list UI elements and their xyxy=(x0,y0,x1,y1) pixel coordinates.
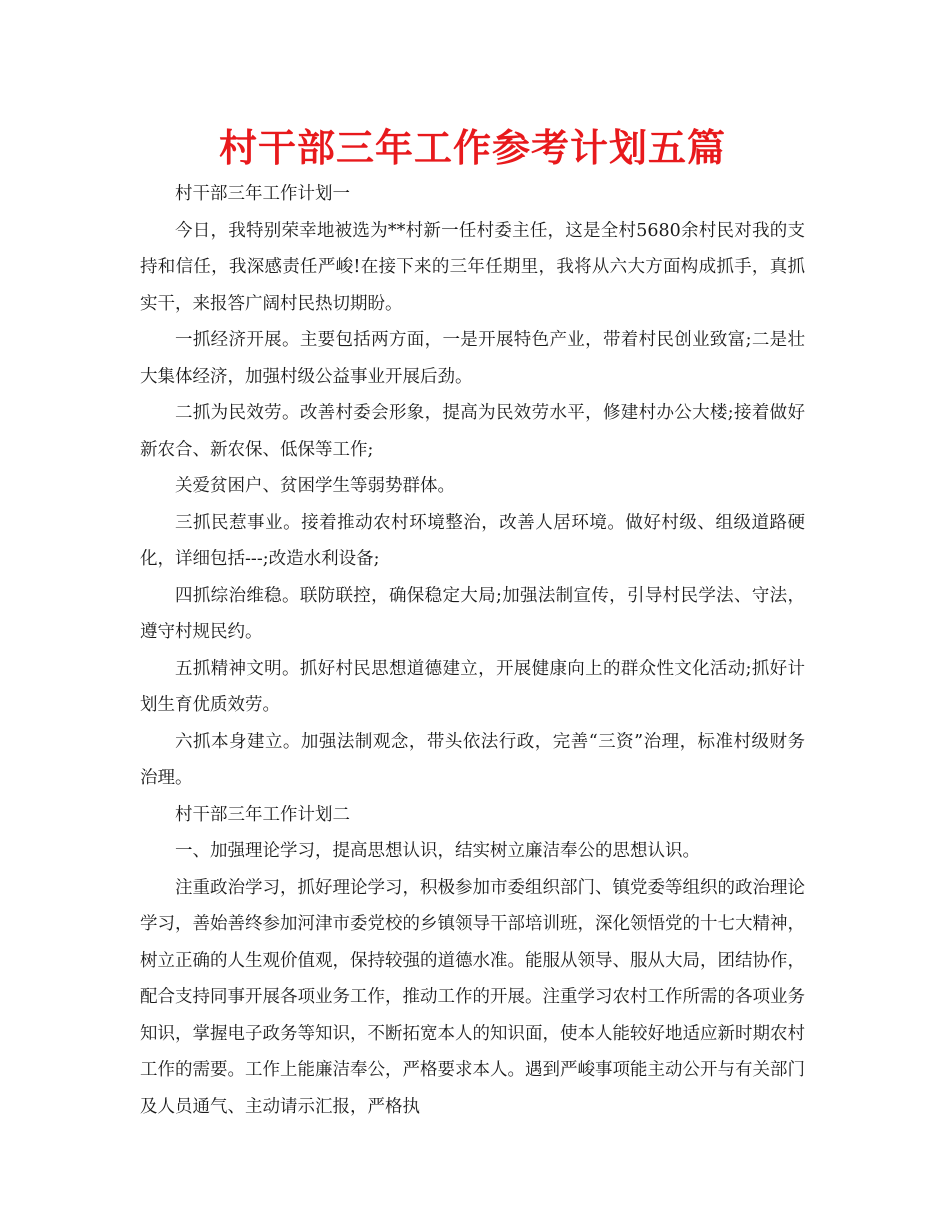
document-body xyxy=(140,176,805,1125)
paragraph-stability: 四抓综治维稳。联防联控，确保稳定大局;加强法制宣传，引导村民学法、守法，遵守村规民约。 xyxy=(140,585,805,642)
paragraph-theory-study: 一、加强理论学习，提高思想认识，结实树立廉洁奉公的思想认识。 xyxy=(175,841,700,861)
section-heading-plan-1: 村干部三年工作计划一 xyxy=(175,184,350,204)
paragraph-livelihood: 三抓民惹事业。接着推动农村环境整治，改善人居环境。做好村级、组级道路硬化，详细包括---;改造水利设备; xyxy=(140,512,805,569)
paragraph-self-building: 六抓本身建立。加强法制观念，带头依法行政，完善“三资”治理，标准村级财务治理。 xyxy=(140,731,805,788)
paragraph-civilization: 五抓精神文明。抓好村民思想道德建立，开展健康向上的群众性文化活动;抓好计划生育优质效劳。 xyxy=(140,658,805,715)
paragraph-political-study: 注重政治学习，抓好理论学习，积极参加市委组织部门、镇党委等组织的政治理论学习，善始善终参加河津市委党校的乡镇领导干部培训班，深化领悟党的十七大精神，树立正确的人生观价值观，保持较强的道德水准。能服从领导、服从大局，团结协作，配合支持同事开展各项业务工作，推动工作的开展。注重学习农村工作所需的各项业务知识，掌握电子政务等知识，不断拓宽本人的知识面，使本人能较好地适应新时期农村工作的需要。工作上能廉洁奉公，严格要求本人。遇到严峻事项能主动公开与有关部门及人员通气、主动请示汇报，严格执 xyxy=(140,877,805,1117)
paragraph-vulnerable-groups: 关爱贫困户、贫困学生等弱势群体。 xyxy=(175,476,455,496)
paragraph-service: 二抓为民效劳。改善村委会形象，提高为民效劳水平，修建村办公大楼;接着做好新农合、新农保、低保等工作; xyxy=(140,403,805,460)
paragraph-intro: 今日，我特别荣幸地被选为**村新一任村委主任，这是全村5680余村民对我的支持和信任，我深感责任严峻!在接下来的三年任期里，我将从六大方面构成抓手，真抓实干，来报答广阔村民热切期盼。 xyxy=(140,220,805,314)
document-page xyxy=(140,122,805,1125)
document-title: 村干部三年工作参考计划五篇 xyxy=(218,126,726,170)
paragraph-economy: 一抓经济开展。主要包括两方面，一是开展特色产业，带着村民创业致富;二是壮大集体经济，加强村级公益事业开展后劲。 xyxy=(140,330,805,387)
section-heading-plan-2: 村干部三年工作计划二 xyxy=(175,804,350,825)
